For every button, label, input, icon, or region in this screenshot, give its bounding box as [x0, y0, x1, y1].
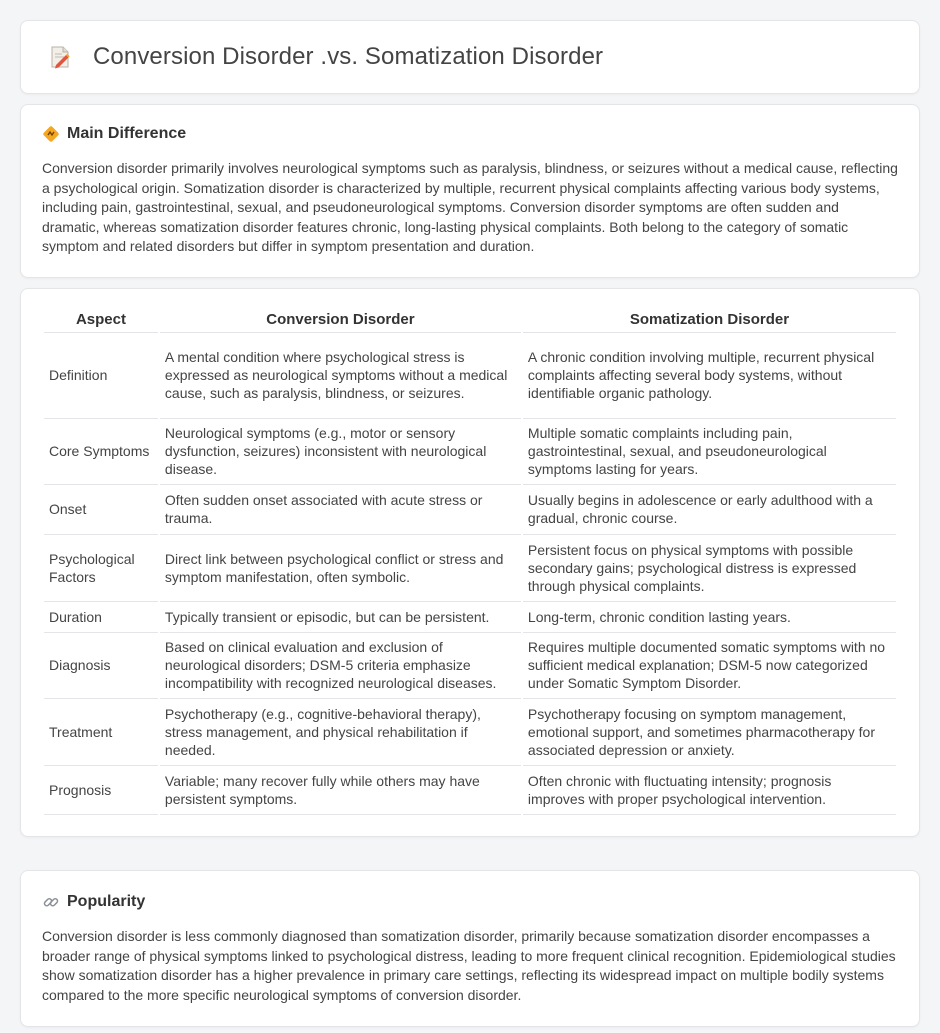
- table-row: [44, 485, 896, 535]
- popularity-text: Conversion disorder is less commonly diagnosed than somatization disorder, primarily because somatization disorder encompasses a broader range of physical symptoms linked to psychological distress, leading to more frequent clinical recognition. Epidemiological studies show somatization disorder has a higher prevalence in primary care settings, reflecting its widespread impact on multiple bodily systems compared to the more specific neurological symptoms of conversion disorder.: [42, 927, 896, 1003]
- table-row: [44, 699, 896, 766]
- comparison-table: [42, 305, 898, 815]
- header-aspect: Aspect: [44, 305, 158, 333]
- aspect-cell: Prognosis: [44, 766, 158, 815]
- somatization-cell: Psychotherapy focusing on symptom management, emotional support, and sometimes pharmacotherapy for associated depression or anxiety.: [523, 699, 896, 766]
- table-row: [44, 766, 896, 815]
- document-pencil-icon: [47, 44, 73, 70]
- conversion-cell: Based on clinical evaluation and exclusion of neurological disorders; DSM-5 criteria emphasize incompatibility with recognized neurological diseases.: [160, 633, 521, 699]
- header-conversion: Conversion Disorder: [160, 305, 521, 333]
- conversion-cell: A mental condition where psychological stress is expressed as neurological symptoms without a medical cause, such as paralysis, blindness, or seizures.: [160, 333, 521, 419]
- somatization-cell: Long-term, chronic condition lasting years.: [523, 602, 896, 633]
- table-row: [44, 633, 896, 699]
- table-row: [44, 333, 896, 419]
- aspect-cell: Duration: [44, 602, 158, 633]
- conversion-cell: Typically transient or episodic, but can be persistent.: [160, 602, 521, 633]
- somatization-cell: Usually begins in adolescence or early adulthood with a gradual, chronic course.: [523, 485, 896, 535]
- table-row: [44, 602, 896, 633]
- somatization-cell: Multiple somatic complaints including pain, gastrointestinal, sexual, and pseudoneurological symptoms lasting for years.: [523, 419, 896, 485]
- popularity-heading: Popularity: [67, 892, 146, 910]
- aspect-cell: Psychological Factors: [44, 535, 158, 602]
- conversion-cell: Often sudden onset associated with acute stress or trauma.: [160, 485, 521, 535]
- aspect-cell: Treatment: [44, 699, 158, 766]
- header-somatization: Somatization Disorder: [523, 305, 896, 333]
- table-row: [44, 535, 896, 602]
- somatization-cell: Persistent focus on physical symptoms with possible secondary gains; psychological distress is expressed through physical complaints.: [523, 535, 896, 602]
- somatization-cell: Often chronic with fluctuating intensity; prognosis improves with proper psychological intervention.: [523, 766, 896, 815]
- aspect-cell: Core Symptoms: [44, 419, 158, 485]
- comparison-table-card: [20, 288, 920, 837]
- diamond-sign-icon: [42, 125, 60, 143]
- popularity-section: [20, 870, 920, 1027]
- conversion-cell: Psychotherapy (e.g., cognitive-behavioral therapy), stress management, and physical rehabilitation if needed.: [160, 699, 521, 766]
- aspect-cell: Diagnosis: [44, 633, 158, 699]
- conversion-cell: Neurological symptoms (e.g., motor or sensory dysfunction, seizures) inconsistent with neurological disease.: [160, 419, 521, 485]
- somatization-cell: Requires multiple documented somatic symptoms with no sufficient medical explanation; DSM-5 now categorized under Somatic Symptom Disorder.: [523, 633, 896, 699]
- main-difference-section: [20, 104, 920, 278]
- aspect-cell: Onset: [44, 485, 158, 535]
- aspect-cell: Definition: [44, 333, 158, 419]
- link-icon: [42, 893, 60, 911]
- somatization-cell: A chronic condition involving multiple, recurrent physical complaints affecting several body systems, without identifiable organic pathology.: [523, 333, 896, 419]
- table-row: [44, 419, 896, 485]
- conversion-cell: Variable; many recover fully while others may have persistent symptoms.: [160, 766, 521, 815]
- main-difference-heading: Main Difference: [67, 125, 187, 142]
- title-card: [20, 20, 920, 94]
- main-difference-text: Conversion disorder primarily involves neurological symptoms such as paralysis, blindness, or seizures without a medical cause, reflecting a psychological origin. Somatization disorder is characterized by multiple, recurrent physical complaints affecting various body systems, including pain, gastrointestinal, sexual, and pseudoneurological symptoms. Conversion disorder symptoms are often sudden and dramatic, whereas somatization disorder features chronic, long-lasting physical complaints. Both belong to the category of somatic symptom and related disorders but differ in symptom presentation and duration.: [42, 160, 898, 255]
- conversion-cell: Direct link between psychological conflict or stress and symptom manifestation, often symbolic.: [160, 535, 521, 602]
- page-title: Conversion Disorder .vs. Somatization Disorder: [93, 43, 604, 70]
